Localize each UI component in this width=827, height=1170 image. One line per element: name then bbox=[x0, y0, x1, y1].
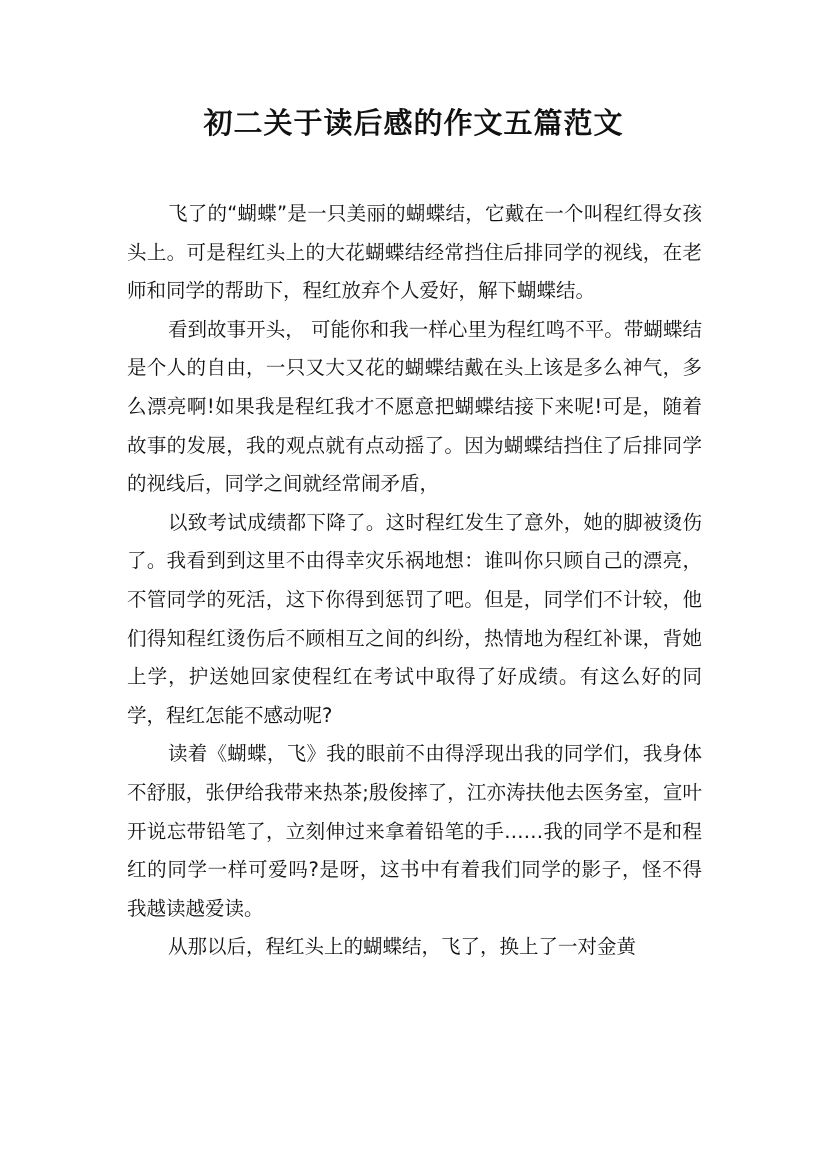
paragraph-3: 以致考试成绩都下降了。这时程红发生了意外，她的脚被烫伤了。我看到到这里不由得幸灾乐祸地想：谁叫你只顾自己的漂亮，不管同学的死活，这下你得到惩罚了吧。但是，同学们不计较，他们得知程红烫伤后不顾相互之间的纠纷，热情地为程红补课，背她上学，护送她回家使程红在考试中取得了好成绩。有这么好的同学，程红怎能不感动呢? bbox=[127, 510, 702, 727]
document-body bbox=[127, 195, 702, 967]
paragraph-5: 从那以后，程红头上的蝴蝶结，飞了，换上了一对金黄 bbox=[167, 935, 636, 959]
paragraph-4: 读着《蝴蝶，飞》我的眼前不由得浮现出我的同学们，我身体不舒服，张伊给我带来热茶;殷俊摔了，江亦涛扶他去医务室，宣叶开说忘带铅笔了，立刻伸过来拿着铅笔的手……我的同学不是和程红的同学一样可爱吗?是呀，这书中有着我们同学的影子，怪不得我越读越爱读。 bbox=[127, 742, 702, 920]
paragraph-2: 看到故事开头， 可能你和我一样心里为程红鸣不平。带蝴蝶结是个人的自由，一只又大又花的蝴蝶结戴在头上该是多么神气，多么漂亮啊!如果我是程红我才不愿意把蝴蝶结接下来呢!可是，随着故事的发展，我的观点就有点动摇了。因为蝴蝶结挡住了后排同学的视线后，同学之间就经常闹矛盾， bbox=[127, 317, 702, 496]
document-title: 初二关于读后感的作文五篇范文 bbox=[203, 106, 624, 140]
paragraph-1: 飞了的“蝴蝶”是一只美丽的蝴蝶结，它戴在一个叫程红得女孩头上。可是程红头上的大花蝴蝶结经常挡住后排同学的视线，在老师和同学的帮助下，程红放弃个人爱好，解下蝴蝶结。 bbox=[127, 202, 702, 303]
